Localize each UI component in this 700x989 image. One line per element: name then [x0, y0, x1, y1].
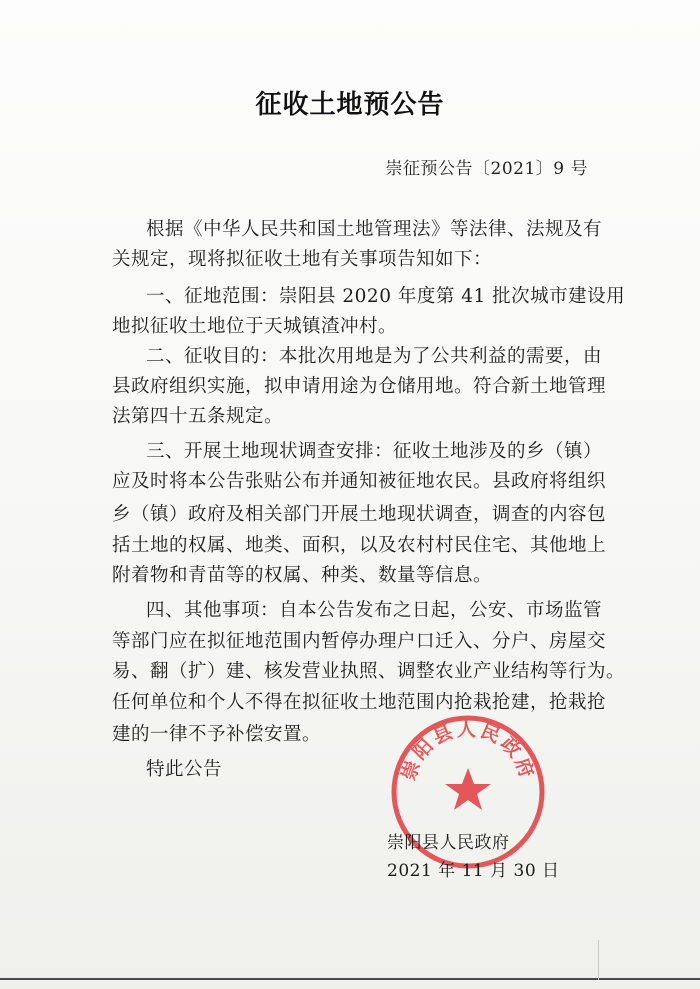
body-line: 根据《中华人民共和国土地管理法》等法律、法规及有 [146, 219, 603, 240]
body-line: 法第四十五条规定。 [112, 406, 284, 427]
seal-star-icon [445, 768, 491, 810]
body-line: 附着物和青苗等的权属、种类、数量等信息。 [112, 565, 493, 586]
body-line: 括土地的权属、地类、面积，以及农村村民住宅、其他地上 [112, 535, 607, 556]
body-line: 建的一律不予补偿安置。 [112, 724, 322, 745]
signature-date: 2021 年 11 月 30 日 [387, 861, 560, 881]
scan-edge-mark [598, 940, 599, 980]
body-line: 乡（镇）政府及相关部门开展土地现状调查，调查的内容包 [112, 504, 607, 525]
body-line: 一、征地范围：崇阳县 2020 年度第 41 批次城市建设用 [146, 286, 626, 307]
body-line: 关规定，现将拟征收土地有关事项告知如下： [112, 249, 493, 270]
body-line: 易、翻（扩）建、核发营业执照、调整农业产业结构等行为。 [112, 661, 626, 682]
seal-text: 崇阳县人民政府 [397, 718, 539, 784]
body-line: 县政府组织实施，拟申请用途为仓储用地。符合新土地管理 [112, 376, 607, 397]
body-line: 地拟征收土地位于天城镇渣冲村。 [112, 316, 398, 337]
closing-line: 特此公告 [146, 759, 223, 780]
body-line: 二、征收目的：本批次用地是为了公共利益的需要，由 [146, 346, 603, 367]
scan-edge-divider [0, 978, 700, 980]
signature-organization: 崇阳县人民政府 [387, 833, 510, 853]
body-line: 应及时将本公告张贴公布并通知被征地农民。县政府将组织 [112, 471, 607, 492]
document-title: 征收土地预公告 [255, 90, 445, 120]
body-line: 等部门应在拟征地范围内暂停办理户口迁入、分户、房屋交 [112, 631, 607, 652]
document-number: 崇征预公告〔2021〕9 号 [385, 159, 588, 179]
body-line: 三、开展土地现状调查安排：征收土地涉及的乡（镇） [146, 441, 603, 462]
body-line: 任何单位和个人不得在拟征收土地范围内抢栽抢建，抢栽抢 [112, 692, 607, 713]
body-line: 四、其他事项：自本公告发布之日起，公安、市场监管 [146, 600, 603, 621]
